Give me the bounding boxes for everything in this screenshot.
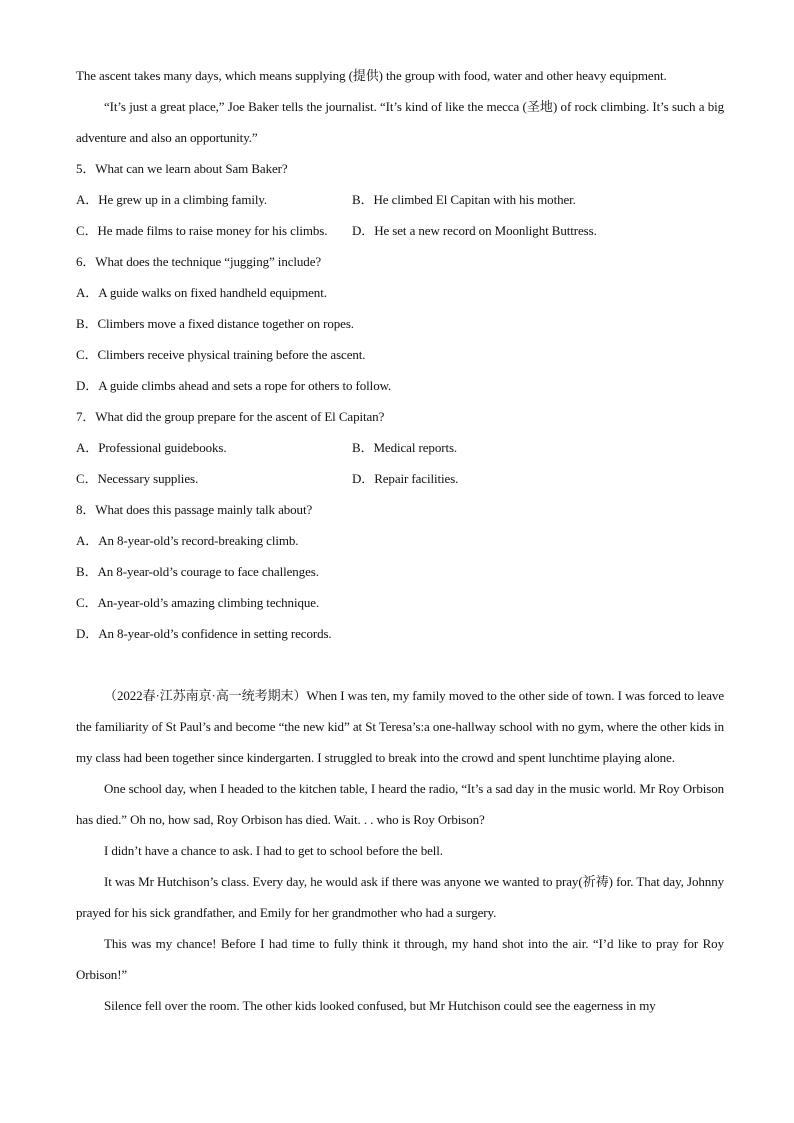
option-row: [76, 184, 724, 215]
passage-paragraph: The ascent takes many days, which means supplying (提供) the group with food, water and other heavy equipment.: [76, 68, 667, 83]
option-row: [76, 215, 724, 246]
option-d: D．A guide climbs ahead and sets a rope for others to follow.: [76, 378, 392, 393]
option-b: B．Climbers move a fixed distance together on ropes.: [76, 316, 354, 331]
option-c: C．An-year-old’s amazing climbing technique.: [76, 595, 320, 610]
passage-paragraph: This was my chance! Before I had time to fully think it through, my hand shot into the air. “I’d like to pray for Roy Orbison!”: [76, 936, 724, 982]
passage-paragraph: Silence fell over the room. The other kids looked confused, but Mr Hutchison could see the eagerness in my: [104, 998, 656, 1013]
option-d: D．He set a new record on Moonlight Buttress.: [352, 223, 597, 238]
option-row: [76, 463, 724, 494]
document-page: [76, 60, 724, 1021]
option-a: A．He grew up in a climbing family.: [76, 192, 268, 207]
option-a: A．Professional guidebooks.: [76, 440, 227, 455]
option-a: A．A guide walks on fixed handheld equipment.: [76, 285, 327, 300]
section-gap: [76, 649, 724, 680]
option-a: A．An 8-year-old’s record-breaking climb.: [76, 533, 299, 548]
option-c: C．Necessary supplies.: [76, 471, 199, 486]
question-stem: 8．What does this passage mainly talk about?: [76, 502, 313, 517]
passage-paragraph: I didn’t have a chance to ask. I had to get to school before the bell.: [104, 843, 443, 858]
question-stem: 6．What does the technique “jugging” include?: [76, 254, 322, 269]
option-row: [76, 432, 724, 463]
passage-paragraph: It was Mr Hutchison’s class. Every day, he would ask if there was anyone we wanted to pray(祈祷) for. That day, Johnny prayed for his sick grandfather, and Emily for her grandmother who had a surgery.: [76, 874, 724, 920]
option-c: C．Climbers receive physical training before the ascent.: [76, 347, 366, 362]
question-stem: 7．What did the group prepare for the ascent of El Capitan?: [76, 409, 385, 424]
option-b: B．An 8-year-old’s courage to face challenges.: [76, 564, 319, 579]
passage-paragraph: [76, 680, 724, 773]
option-b: B．Medical reports.: [352, 440, 458, 455]
passage-paragraph: One school day, when I headed to the kitchen table, I heard the radio, “It’s a sad day in the music world. Mr Roy Orbison has died.” Oh no, how sad, Roy Orbison has died. Wait. . . who is Roy Orbison?: [76, 781, 724, 827]
option-d: D．An 8-year-old’s confidence in setting records.: [76, 626, 332, 641]
question-stem: 5．What can we learn about Sam Baker?: [76, 161, 288, 176]
option-c: C．He made films to raise money for his climbs.: [76, 223, 328, 238]
option-d: D．Repair facilities.: [352, 471, 459, 486]
passage-text: When I was ten, my family moved to the other side of town. I was forced to leave the familiarity of St Paul’s and become “the new kid” at St Teresa’s:a one-hallway school with no gym, where the other kids in my class had been together since kindergarten. I struggled to break into the crowd and spent lunchtime playing alone.: [76, 688, 724, 765]
passage-paragraph: “It’s just a great place,” Joe Baker tells the journalist. “It’s kind of like the mecca (圣地) of rock climbing. It’s such a big adventure and also an opportunity.”: [76, 99, 724, 145]
source-label: （2022春·江苏南京·高一统考期末）: [104, 688, 307, 703]
option-b: B．He climbed El Capitan with his mother.: [352, 192, 576, 207]
